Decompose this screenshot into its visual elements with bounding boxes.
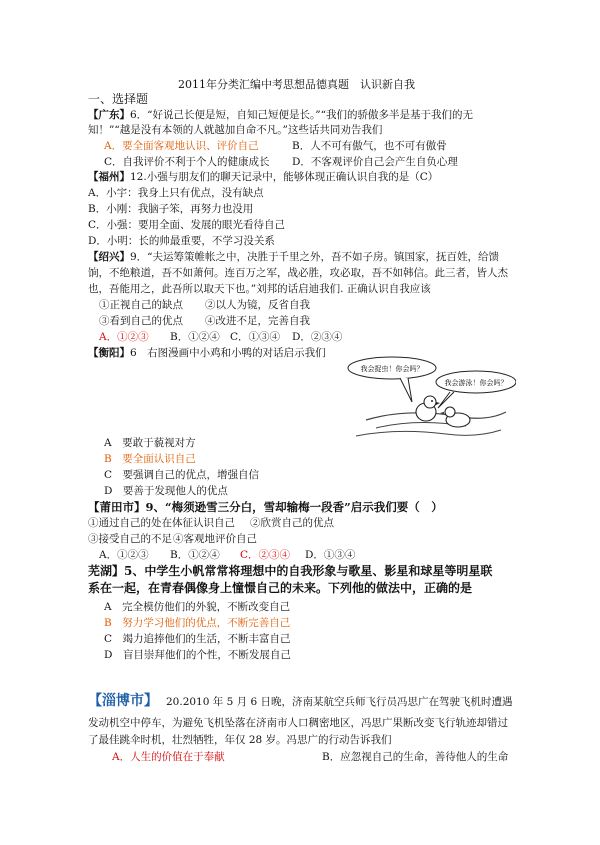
option-a: A．人生的价值在于奉献 [112,751,225,763]
region-tag: 【福州】 [88,171,130,183]
statement-3: ③接受自己的不足 [88,533,172,545]
statement-4: ④客观地评价自己 [173,533,257,545]
region-tag: 【莆田市】 [88,500,146,514]
option-a: A 完全模仿他们的外貌，不断改变自己 [104,601,291,613]
option-d: D 要善于发现他人的优点 [104,485,228,497]
option-a: A．①②③ [99,331,149,343]
option-d: D．不客观评价自己会产生自负心理 [292,156,458,168]
question-wuhu-line2: 系在一起，在青春偶像身上憧憬自己的未来。下列他的做法中，正确的是 [88,581,473,595]
question-wuhu-line1 [88,563,492,579]
bubble-chick-text: 我会捉虫！你会吗？ [360,365,424,373]
question-fuzhou [88,170,438,184]
question-zibo-line1 [88,692,512,711]
question-guangdong-line1 [88,108,473,122]
region-tag: 【淄博市】 [88,693,158,709]
question-text: 6．“好说己长便是短，自知己短便是长。”“我们的骄傲多半是基于我们的无 [130,109,474,121]
question-hengyang [88,346,326,360]
region-tag: 【衡阳】 [88,347,130,359]
statement-3: ③看到自己的优点 [99,315,183,327]
option-d: D．小明：长的帅最重要，不学习没关系 [88,235,275,247]
region-tag: 【绍兴】 [88,251,130,263]
option-b: B．人不可有傲气，也不可有傲骨 [292,140,447,152]
option-a: A．小宇：我身上只有优点，没有缺点 [88,187,264,199]
option-c: C．①③④ [230,331,281,343]
question-text: 】5、中学生小帆常常将理想中的自我形象与歌星、影星和球星等明星联 [112,564,493,578]
question-text: 6 右图漫画中小鸡和小鸭的对话启示我们 [130,347,326,359]
option-b: B 要全面认识自己 [104,453,196,465]
option-a: A．要全面客观地认识、评价自己 [104,140,259,152]
chick-duck-cartoon [326,350,516,438]
question-text: 9、“梅须逊雪三分白，雪却输梅一段香”启示我们要（ ） [145,500,443,514]
option-c: C 竭力追捧他们的生活，不断丰富自己 [104,633,291,645]
question-guangdong-line2: 知！”“越是没有本领的人就越加自命不凡。”这些话共同劝告我们 [88,124,383,136]
option-b: B．①②④ [170,331,220,343]
option-c: C．自我评价不利于个人的健康成长 [104,156,270,168]
question-text: 20.2010 年 5 月 6 日晚，济南某航空兵师飞行员冯思广在驾驶飞机时遭遇 [166,696,513,708]
bubble-duck-text: 我会游泳！你会吗？ [444,379,508,387]
question-text: 9．“夫运筹策帷帐之中，决胜于千里之外，吾不如子房。镇国家，抚百姓，给馈 [130,251,500,263]
question-text: 12.小强与朋友们的聊天记录中，能够体现正确认识自我的是（C） [130,171,439,183]
region-tag: 芜湖 [88,564,113,578]
question-zibo-line3: 了最佳跳伞时机，壮烈牺牲，年仅 28 岁。冯思广的行动告诉我们 [88,734,392,746]
water-line [356,430,501,436]
section-heading: 一、选择题 [88,92,149,106]
option-a: A 要敢于藐视对方 [104,437,196,449]
option-b: B．应忽视自己的生命，善待他人的生命 [322,751,509,763]
statement-1: ①正视自己的缺点 [99,299,183,311]
option-b: B．小刚：我脑子笨，再努力也没用 [88,203,254,215]
question-zibo-line2: 发动机空中停车，为避免飞机坠落在济南市人口稠密地区，冯思广果断改变飞行轨迹却错过 [88,717,508,729]
statement-4: ④改进不足，完善自我 [205,315,310,327]
option-c: C．小强：要用全面、发展的眼光看待自己 [88,219,286,231]
option-c: C 要强调自己的优点，增强自信 [104,469,260,481]
page-title: 2011年分类汇编中考思想品德真题 认识新自我 [178,78,415,91]
option-d: D．①③④ [305,549,356,561]
option-b: B．①②④ [170,549,220,561]
option-d: D 盲目崇拜他们的个性，不断发展自己 [104,649,291,661]
question-shaoxing-line1 [88,250,499,264]
statement-2: ②欣赏自己的优点 [250,517,334,529]
duck-figure [440,407,470,427]
statement-2: ②以人为镜，反省自我 [205,299,310,311]
question-putian [88,500,443,514]
region-tag: 【广东】 [88,109,130,121]
question-shaoxing-line2: 饷，不绝粮道，吾不如萧何。连百万之军，战必胜，攻必取，吾不如韩信。此三者，皆人杰 [88,267,508,279]
option-d: D．②③④ [292,331,343,343]
chick-figure [416,396,440,421]
option-b: B 努力学习他们的优点，不断完善自己 [104,617,291,629]
option-a: A．①②③ [99,549,149,561]
question-shaoxing-line3: 也，吾能用之，此吾所以取天下也。”刘邦的话启迪我们. 正确认识自我应该 [88,283,431,295]
option-c: C．②③④ [240,549,291,561]
statement-1: ①通过自己的处在体征认识自己 [88,517,235,529]
